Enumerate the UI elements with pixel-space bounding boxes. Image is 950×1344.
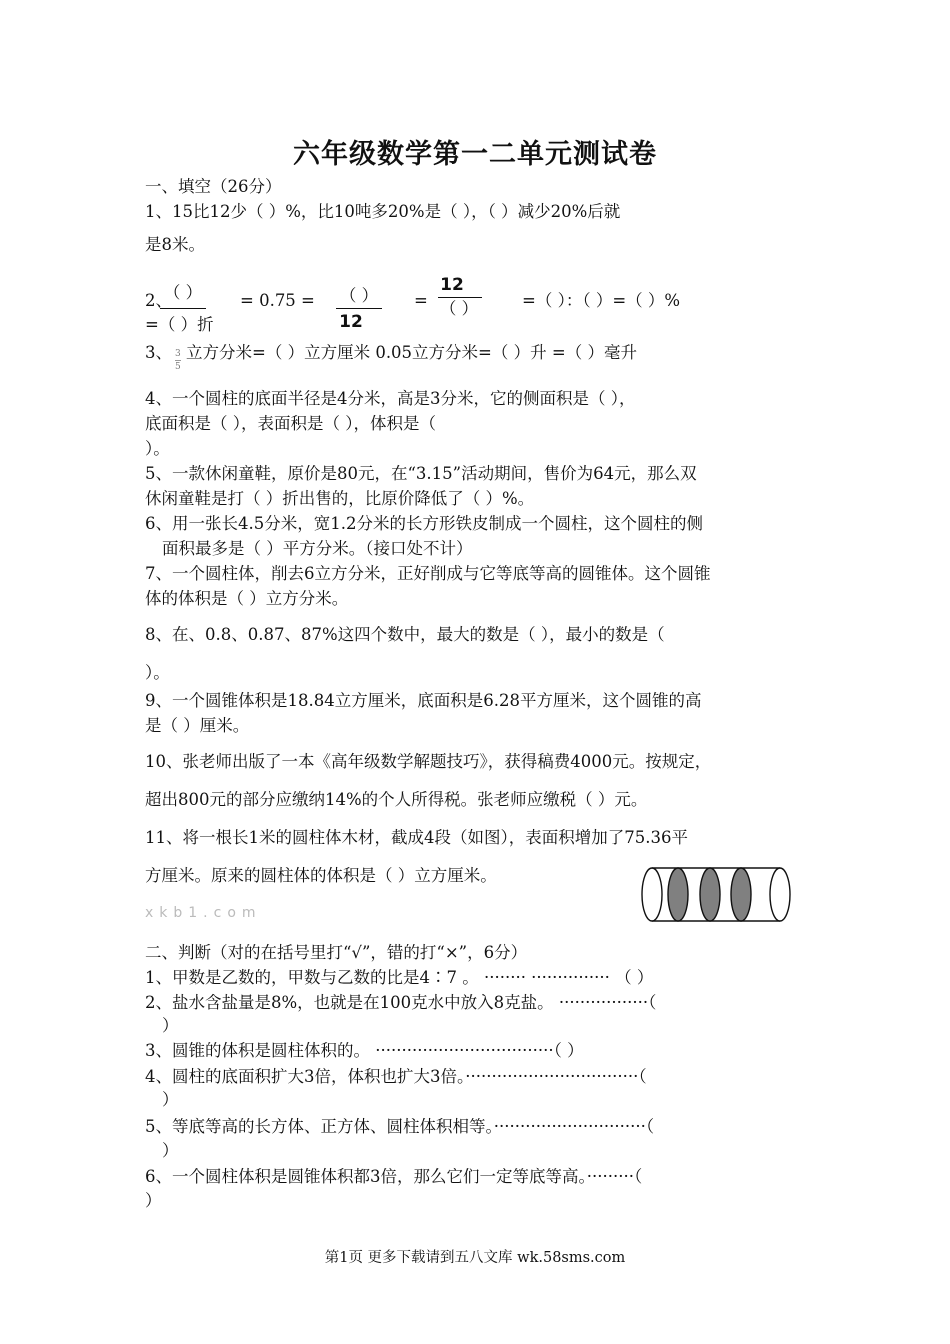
q3-label: 3、 [145, 343, 172, 362]
q6-line2: 面积最多是（ ）平方分米。（接口处不计） [162, 539, 473, 558]
q2-fraction2-denominator: 12 [339, 312, 363, 332]
cylinder-right-end [770, 868, 790, 921]
q3-small-fraction-numerator: 3 [175, 349, 181, 359]
judge-5-line2: ） [162, 1141, 179, 1160]
watermark: xkb1.com [145, 905, 262, 921]
judge-1: 1、甲数是乙数的，甲数与乙数的比是4∶7 。 ········ ··············· （ ） [145, 968, 654, 987]
q8-line2: ）。 [145, 663, 170, 682]
judge-6-line1: 6、一个圆柱体积是圆锥体积都3倍，那么它们一定等底等高。·········（ [145, 1167, 643, 1186]
judge-5-line1: 5、等底等高的长方体、正方体、圆柱体积相等。·····························（ [145, 1117, 655, 1136]
q1-line2: 是8米。 [145, 235, 205, 254]
q2-fraction3-numerator: 12 [440, 275, 464, 295]
q2-equals: = [414, 291, 428, 310]
judge-2-line1: 2、盐水含盐量是8%，也就是在100克水中放入8克盐。 ·················（ [145, 993, 657, 1012]
q3-small-fraction-bar [175, 360, 181, 361]
q10-line1: 10、张老师出版了一本《高年级数学解题技巧》，获得稿费4000元。按规定， [145, 752, 712, 771]
q5-line2: 休闲童鞋是打（ ）折出售的，比原价降低了（ ）%。 [145, 489, 535, 508]
section2-heading: 二、判断（对的在括号里打“√”，错的打“×”，6分） [145, 943, 528, 962]
judge-6-line2: ） [145, 1191, 162, 1210]
q7-line1: 7、一个圆柱体，削去6立方分米，正好削成与它等底等高的圆锥体。这个圆锥 [145, 564, 711, 583]
q9-line1: 9、一个圆锥体积是18.84立方厘米，底面积是6.28平方厘米，这个圆锥的高 [145, 691, 702, 710]
judge-4-line1: 4、圆柱的底面积扩大3倍，体积也扩大3倍。·································（ [145, 1067, 647, 1086]
cut-section-3 [731, 868, 751, 921]
cut-section-2 [700, 868, 720, 921]
page-footer: 第1页 更多下载请到五八文库 wk.58sms.com [324, 1250, 626, 1266]
q8-line1: 8、在、0.8、0.87、87%这四个数中，最大的数是（ ），最小的数是（ [145, 625, 665, 644]
judge-4-line2: ） [162, 1090, 179, 1109]
q2-fraction2-numerator: （ ） [339, 286, 379, 305]
q5-line1: 5、一款休闲童鞋，原价是80元，在“3.15”活动期间，售价为64元，那么双 [145, 464, 697, 483]
q2-fraction3-bar [438, 297, 482, 298]
q4-line1: 4、一个圆柱的底面半径是4分米，高是3分米，它的侧面积是（ ）， [145, 389, 636, 408]
q2-equals-075: = 0.75 = [240, 291, 315, 310]
q1-line1: 1、15比12少（ ）%，比10吨多20%是（ ），（ ）减少20%后就 [145, 202, 621, 221]
q11-line1: 11、将一根长1米的圆柱体木材，截成4段（如图），表面积增加了75.36平 [145, 828, 688, 847]
q2-fraction3-denominator: （ ） [439, 299, 479, 318]
q3-text: 立方分米=（ ）立方厘米 0.05立方分米=（ ）升 =（ ）毫升 [186, 343, 637, 362]
q10-line2: 超出800元的部分应缴纳14%的个人所得税。张老师应缴税（ ）元。 [145, 790, 648, 809]
cylinder-left-end [642, 868, 662, 921]
section1-heading: 一、填空（26分） [145, 177, 282, 196]
cylinder-figure [640, 866, 792, 924]
q2-fraction1-bar [160, 308, 206, 309]
q2-discount: =（ ）折 [145, 315, 214, 334]
q4-line3: ）。 [145, 439, 170, 458]
page-title: 六年级数学第一二单元测试卷 [293, 139, 657, 170]
q2-fraction2-bar [336, 308, 382, 309]
cut-section-1 [668, 868, 688, 921]
q3-small-fraction-denominator: 5 [175, 362, 181, 372]
q2-fraction1-numerator: （ ） [163, 283, 203, 302]
q2-ratio-percent: =（ ）：（ ）=（ ）% [522, 291, 681, 310]
q6-line1: 6、用一张长4.5分米，宽1.2分米的长方形铁皮制成一个圆柱，这个圆柱的侧 [145, 514, 703, 533]
q2-label: 2、 [145, 291, 172, 310]
q11-line2: 方厘米。原来的圆柱体的体积是（ ）立方厘米。 [145, 866, 497, 885]
judge-3: 3、圆锥的体积是圆柱体积的。 ··································（ ） [145, 1041, 584, 1060]
judge-2-line2: ） [162, 1016, 179, 1035]
q4-line2: 底面积是（ ），表面积是（ ），体积是（ [145, 414, 436, 433]
q7-line2: 体的体积是（ ）立方分米。 [145, 589, 349, 608]
q9-line2: 是（ ）厘米。 [145, 716, 250, 735]
